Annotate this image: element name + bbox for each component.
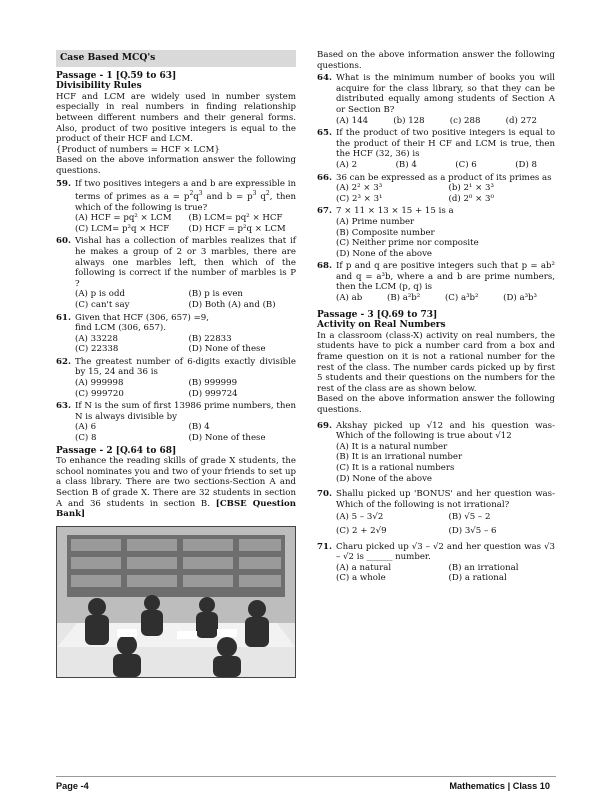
question-66: 66. 36 can be expressed as a product of its primes as (A) 2² × 3³ (b) 2¹ × 3³ (C) 2³ × 3¹ (d) 2⁰ × 3⁰ — [317, 173, 555, 205]
option-b: (B) 999999 — [188, 378, 238, 389]
option-b: (b) 2¹ × 3³ — [448, 183, 494, 194]
question-text-2: find LCM (306, 657). — [75, 323, 167, 334]
option-d: (D) 999724 — [188, 388, 238, 399]
question-text: Given that HCF (306, 657) =9, — [75, 312, 209, 323]
question-65: 65. If the product of two positive integers is equal to the product of their H CF and LCM is true, then the HCF (32, 36) is (A) 2 (B) 4 (C) 6 (D) 8 — [317, 128, 555, 170]
option-c: (C) 8 — [75, 433, 97, 444]
passage-3-heading: Passage - 3 [Q.69 to 73] — [317, 309, 438, 320]
option-c: (C) 22338 — [75, 344, 119, 355]
question-text: If the product of two positive integers is equal to the product of their H CF and LCM is true, then the HCF (32, 36) is — [336, 128, 555, 160]
question-text: Vishal has a collection of marbles realizes that if he makes a group of 2 or 3 marbles, there are always one marbles left, then which of the following is correct if the number of marbles is P ? — [75, 236, 296, 289]
option-b: (B) 4 — [188, 422, 210, 433]
option-a: (A) It is a natural number — [336, 441, 448, 452]
question-62: 62. The greatest number of 6-digits exactly divisible by 15, 24 and 36 is (A) 999998 (B) 999999 (C) 999720 (D) 999724 — [56, 356, 296, 399]
question-69: 69. Akshay picked up √12 and his question was-Which of the following is true about √12 (A) It is a natural number (B) It is an irrational number (C) It is a rational numbers (D) None of the above — [317, 420, 555, 484]
question-text: The greatest number of 6-digits exactly divisible by 15, 24 and 36 is — [75, 356, 296, 378]
option-b: (B) √5 – 2 — [448, 512, 491, 523]
question-text: What is the minimum number of books you will acquire for the class library, so that they can be distributed equally among students of Section A or Section B? — [336, 73, 555, 115]
option-c: (c) 288 — [449, 115, 481, 126]
option-a: (A) a natural — [336, 562, 392, 573]
section-header: Case Based MCQ's — [56, 50, 296, 67]
question-text: 7 × 11 × 13 × 15 + 15 is a — [336, 206, 454, 217]
footer-rule — [56, 776, 556, 777]
option-d: (D) Both (A) and (B) — [188, 299, 276, 310]
option-d: (D) None of these — [188, 433, 266, 444]
option-b: (B) LCM= pq² × HCF — [188, 213, 283, 224]
option-d: (D) a rational — [448, 573, 507, 584]
option-a: (A) 5 – 3√2 — [336, 512, 384, 523]
passage-2-source: [CBSE Question Bank] — [56, 498, 297, 520]
question-59: 59. If two positives integers a and b are expressible in terms of primes as $a = p^2q^3$ and $b = p^3$ $q^2$, then which of the following is true? (A) HCF = pq² × LCM (B) LCM= pq² × HCF (C) LCM= p²q × HCF (D) HCF = p²q × LCM — [56, 178, 296, 234]
option-d: (D) None of the above — [336, 248, 433, 259]
option-c: (C) 2 + 2√9 — [336, 525, 387, 536]
library-photo — [56, 526, 296, 678]
left-column — [56, 50, 296, 678]
option-a: (A) ab — [336, 293, 363, 304]
option-c: (C) Neither prime nor composite — [336, 238, 479, 249]
page-number: Page -4 — [56, 781, 89, 791]
option-d: (D) HCF = p²q × LCM — [188, 223, 286, 234]
question-68: 68. If p and q are positive integers such that p = ab² and q = a³b, where a and b are prime numbers, then the LCM (p, q) is (A) ab (B) a²b² (C) a³b² (D) a³b³ — [317, 261, 555, 304]
subject-label: Mathematics | Class 10 — [449, 781, 550, 791]
option-c: (C) a³b² — [444, 293, 479, 304]
question-64: 64. What is the minimum number of books you will acquire for the class library, so that they can be distributed equally among students of Section A or Section B? (A) 144 (b) 128 (c) 288 (d) 272 — [317, 73, 555, 126]
option-b: (B) Composite number — [336, 227, 435, 238]
option-a: (A) 2 — [336, 159, 358, 170]
question-text: If p and q are positive integers such that p = ab² and q = a³b, where a and b are prime numbers, then the LCM (p, q) is — [336, 261, 555, 293]
option-c: (C) LCM= p²q × HCF — [75, 223, 170, 234]
option-a: (A) 144 — [336, 115, 369, 126]
passage-2-instruction: Based on the above information answer the following questions. — [317, 50, 555, 71]
passage-1-instruction: Based on the above information answer the following questions. — [56, 155, 296, 176]
option-c: (C) a whole — [336, 573, 386, 584]
question-text: 36 can be expressed as a product of its primes as — [336, 172, 552, 183]
question-text: If two positives integers a and b are expressible in terms of primes as $a = p^2q^3$ and $b = p^3$ $q^2$, then which of the following is true? — [75, 178, 296, 213]
option-a: (A) 6 — [75, 422, 97, 433]
passage-2-heading: Passage - 2 [Q.64 to 68] — [56, 445, 177, 456]
option-d: (D) 3√5 – 6 — [448, 525, 497, 536]
option-a: (A) 33228 — [75, 333, 118, 344]
option-b: (B) It is an irrational number — [336, 452, 463, 463]
option-b: (B) a²b² — [386, 293, 421, 304]
option-a: (A) p is odd — [75, 289, 125, 300]
passage-3-text: In a classroom (class-X) activity on real numbers, the students have to pick a number card from a box and frame question on it is not a rational number for the rest of the class. The number cards picked up by first 5 students and their questions on the numbers for the rest of the class are as shown below. — [317, 330, 555, 394]
option-c: (C) can't say — [75, 299, 130, 310]
question-text: Akshay picked up √12 and his question was-Which of the following is true about √12 — [336, 420, 555, 442]
passage-3-title: Activity on Real Numbers — [317, 320, 446, 331]
option-d: (D) None of these — [188, 344, 266, 355]
question-61: 61. Given that HCF (306, 657) =9, find LCM (306, 657). (A) 33228 (B) 22833 (C) 22338 (D) None of these — [56, 313, 296, 355]
passage-1-text: HCF and LCM are widely used in number system especially in real numbers in finding relationship between different numbers and their general forms. Also, product of two positive integers is equal to the product of their HCF and LCM. — [56, 91, 296, 145]
question-text: Charu picked up √3 – √2 and her question was √3 – √2 is ______ number. — [336, 541, 555, 563]
question-text: If N is the sum of first 13986 prime numbers, then N is always divisible by — [75, 401, 296, 422]
option-d: (D) a³b³ — [503, 293, 537, 304]
option-a: (A) 999998 — [75, 378, 124, 389]
option-c: (C) 999720 — [75, 388, 124, 399]
option-a: (A) 2² × 3³ — [336, 183, 383, 194]
option-b: (b) 128 — [393, 115, 425, 126]
question-63: 63. If N is the sum of first 13986 prime numbers, then N is always divisible by (A) 6 (B) 4 (C) 8 (D) None of these — [56, 401, 296, 444]
option-c: (C) 6 — [455, 159, 477, 170]
passage-2-text: To enhance the reading skills of grade X students, the school nominates you and two of your friends to set up a class library. There are two sections-Section A and Section B of grade X. There are 32 students in section A and 36 students in section B. [CBSE Question Bank] — [56, 456, 297, 520]
passage-1-title: Divisibility Rules — [56, 81, 142, 92]
passage-1-formula: {Product of numbers = HCF × LCM} — [56, 144, 220, 155]
option-a: (A) Prime number — [336, 216, 415, 227]
option-d: (D) 8 — [515, 159, 537, 170]
question-text: Shallu picked up 'BONUS' and her question was-Which of the following is not irrational? — [336, 489, 555, 510]
passage-1-heading: Passage - 1 [Q.59 to 63] — [56, 70, 177, 81]
option-c: (C) 2³ × 3¹ — [336, 193, 383, 204]
option-a: (A) HCF = pq² × LCM — [75, 213, 172, 224]
question-60: 60. Vishal has a collection of marbles realizes that if he makes a group of 2 or 3 marbles, there are always one marbles left, then which of the following is correct if the number of marbles is P ? (A) p is odd (B) p is even (C) can't say (D) Both (A) and (B) — [56, 236, 296, 310]
question-67: 67. 7 × 11 × 13 × 15 + 15 is a (A) Prime number (B) Composite number (C) Neither prime nor composite (D) None of the above — [317, 206, 555, 259]
question-71: 71. Charu picked up √3 – √2 and her question was √3 – √2 is ______ number. (A) a natural (B) an irrational (C) a whole (D) a rational — [317, 541, 555, 584]
right-column — [317, 50, 555, 584]
option-b: (B) p is even — [188, 289, 243, 300]
option-b: (B) an irrational — [448, 562, 519, 573]
option-c: (C) It is a rational numbers — [336, 462, 455, 473]
option-b: (B) 22833 — [188, 333, 232, 344]
option-d: (d) 2⁰ × 3⁰ — [448, 193, 494, 204]
option-d: (d) 272 — [505, 115, 537, 126]
option-d: (D) None of the above — [336, 473, 433, 484]
option-b: (B) 4 — [395, 159, 417, 170]
question-70: 70. Shallu picked up 'BONUS' and her question was-Which of the following is not irrational? (A) 5 – 3√2 (B) √5 – 2 (C) 2 + 2√9 (D) 3√5 – 6 — [317, 489, 555, 536]
passage-3-instruction: Based on the above information answer the following questions. — [317, 394, 555, 415]
